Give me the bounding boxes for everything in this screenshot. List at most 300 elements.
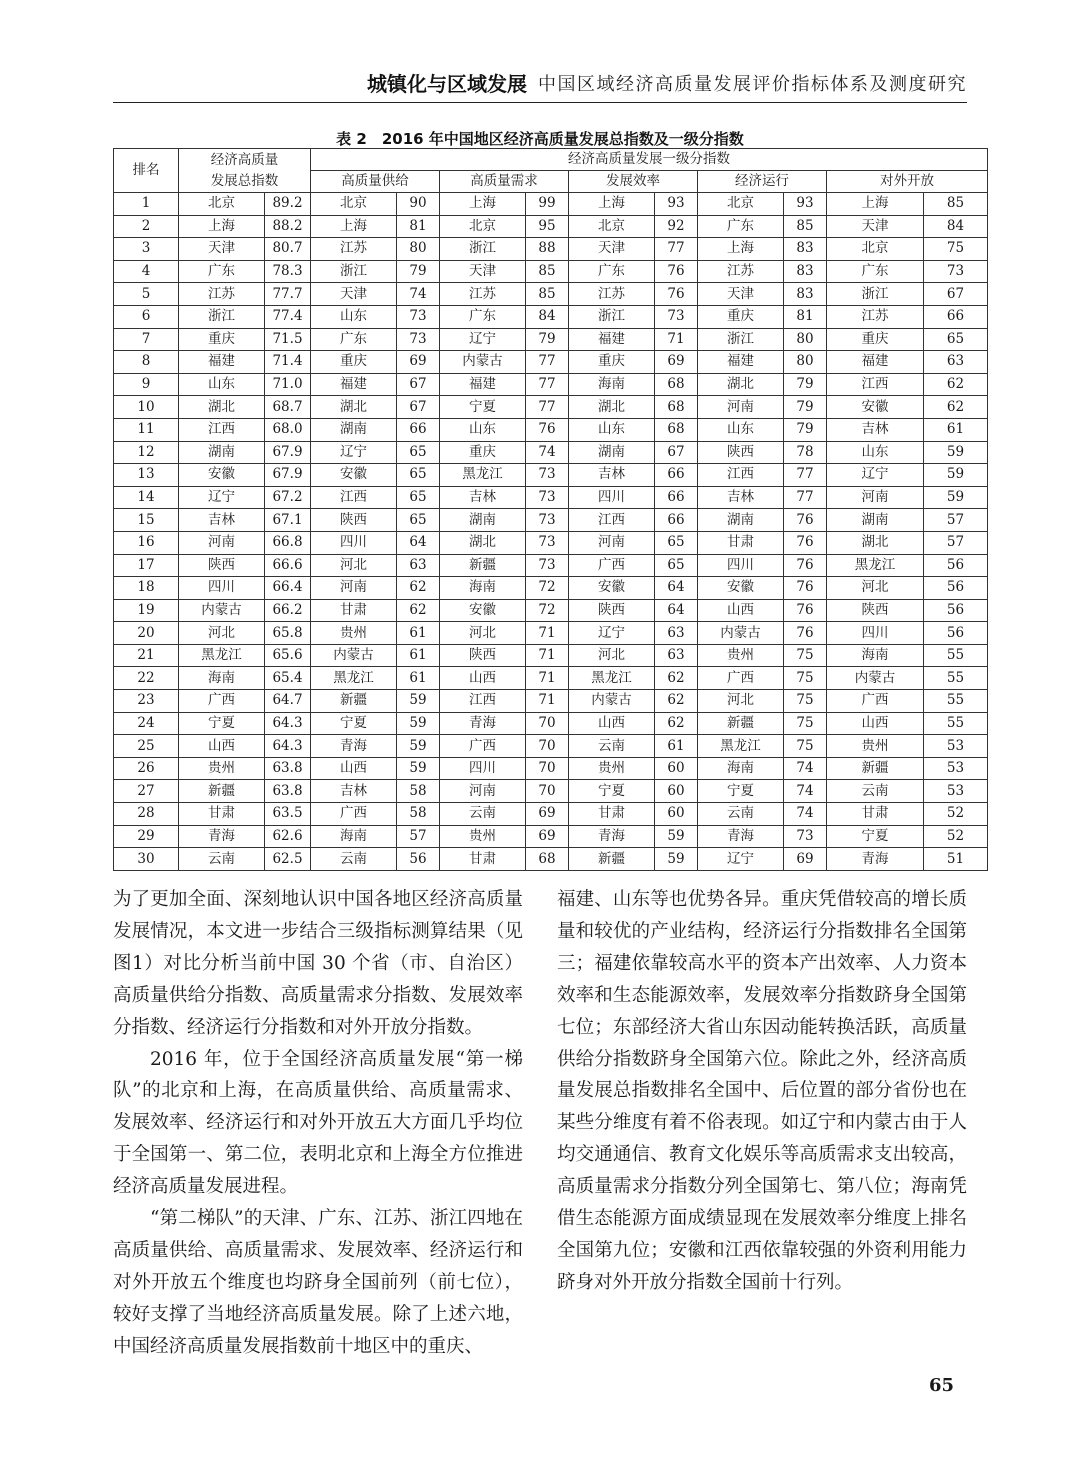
cell-operation-value: 75 [784, 667, 827, 690]
cell-total-value: 65.8 [265, 622, 311, 645]
cell-demand-value: 77 [526, 351, 569, 374]
cell-efficiency-value: 66 [655, 486, 698, 509]
header-rank: 排名 [114, 149, 179, 193]
cell-operation-region: 安徽 [698, 577, 784, 600]
cell-efficiency-value: 92 [655, 215, 698, 238]
cell-supply-value: 63 [397, 554, 440, 577]
cell-supply-region: 四川 [311, 531, 397, 554]
cell-supply-region: 江西 [311, 486, 397, 509]
cell-total-region: 重庆 [179, 328, 265, 351]
cell-efficiency-value: 66 [655, 464, 698, 487]
cell-total-value: 62.6 [265, 825, 311, 848]
cell-total-value: 77.4 [265, 305, 311, 328]
cell-operation-region: 江苏 [698, 260, 784, 283]
cell-rank: 14 [114, 486, 179, 509]
cell-supply-value: 67 [397, 373, 440, 396]
cell-operation-value: 76 [784, 622, 827, 645]
cell-opening-region: 内蒙古 [827, 667, 924, 690]
cell-rank: 10 [114, 396, 179, 419]
cell-demand-value: 88 [526, 238, 569, 261]
cell-operation-value: 75 [784, 735, 827, 758]
cell-demand-value: 72 [526, 599, 569, 622]
cell-efficiency-region: 宁夏 [569, 780, 655, 803]
cell-rank: 5 [114, 283, 179, 306]
cell-efficiency-region: 吉林 [569, 464, 655, 487]
cell-operation-value: 80 [784, 328, 827, 351]
cell-demand-region: 陕西 [440, 644, 526, 667]
table-row [114, 328, 988, 351]
cell-operation-region: 青海 [698, 825, 784, 848]
cell-demand-region: 江西 [440, 690, 526, 713]
cell-efficiency-region: 青海 [569, 825, 655, 848]
cell-efficiency-region: 云南 [569, 735, 655, 758]
cell-operation-value: 75 [784, 712, 827, 735]
cell-opening-value: 67 [924, 283, 988, 306]
cell-supply-region: 内蒙古 [311, 644, 397, 667]
cell-rank: 17 [114, 554, 179, 577]
cell-opening-region: 吉林 [827, 418, 924, 441]
cell-supply-region: 宁夏 [311, 712, 397, 735]
cell-opening-value: 56 [924, 622, 988, 645]
cell-operation-region: 辽宁 [698, 848, 784, 871]
cell-efficiency-value: 93 [655, 193, 698, 216]
page-number: 65 [928, 1375, 954, 1396]
cell-operation-value: 74 [784, 780, 827, 803]
cell-supply-region: 吉林 [311, 780, 397, 803]
cell-opening-region: 山东 [827, 441, 924, 464]
cell-opening-value: 85 [924, 193, 988, 216]
cell-rank: 7 [114, 328, 179, 351]
cell-total-value: 68.0 [265, 418, 311, 441]
cell-efficiency-region: 福建 [569, 328, 655, 351]
cell-operation-region: 天津 [698, 283, 784, 306]
cell-efficiency-value: 59 [655, 825, 698, 848]
cell-supply-value: 69 [397, 351, 440, 374]
cell-opening-region: 福建 [827, 351, 924, 374]
cell-efficiency-region: 安徽 [569, 577, 655, 600]
cell-total-value: 66.6 [265, 554, 311, 577]
cell-operation-region: 江西 [698, 464, 784, 487]
cell-opening-region: 甘肃 [827, 803, 924, 826]
table-row [114, 509, 988, 532]
cell-demand-value: 74 [526, 441, 569, 464]
cell-efficiency-region: 河北 [569, 644, 655, 667]
cell-operation-region: 山东 [698, 418, 784, 441]
cell-demand-region: 山西 [440, 667, 526, 690]
cell-opening-value: 52 [924, 803, 988, 826]
cell-demand-region: 吉林 [440, 486, 526, 509]
table-body [114, 193, 988, 871]
cell-operation-value: 75 [784, 644, 827, 667]
cell-efficiency-value: 76 [655, 283, 698, 306]
cell-opening-region: 天津 [827, 215, 924, 238]
cell-demand-region: 湖南 [440, 509, 526, 532]
cell-rank: 19 [114, 599, 179, 622]
table-row [114, 373, 988, 396]
cell-efficiency-region: 湖南 [569, 441, 655, 464]
cell-supply-region: 海南 [311, 825, 397, 848]
cell-supply-region: 山东 [311, 305, 397, 328]
table-row [114, 260, 988, 283]
cell-demand-region: 浙江 [440, 238, 526, 261]
cell-demand-region: 河北 [440, 622, 526, 645]
cell-operation-region: 河北 [698, 690, 784, 713]
cell-demand-region: 辽宁 [440, 328, 526, 351]
cell-opening-value: 66 [924, 305, 988, 328]
header-total-index [179, 149, 311, 193]
cell-supply-value: 59 [397, 712, 440, 735]
cell-efficiency-region: 甘肃 [569, 803, 655, 826]
cell-demand-value: 99 [526, 193, 569, 216]
table-row [114, 803, 988, 826]
cell-demand-value: 68 [526, 848, 569, 871]
cell-demand-region: 甘肃 [440, 848, 526, 871]
cell-opening-value: 62 [924, 396, 988, 419]
cell-supply-region: 安徽 [311, 464, 397, 487]
cell-supply-region: 江苏 [311, 238, 397, 261]
cell-efficiency-region: 内蒙古 [569, 690, 655, 713]
cell-operation-value: 73 [784, 825, 827, 848]
cell-total-value: 67.9 [265, 441, 311, 464]
cell-operation-region: 吉林 [698, 486, 784, 509]
table-row [114, 667, 988, 690]
cell-efficiency-value: 69 [655, 351, 698, 374]
cell-operation-value: 81 [784, 305, 827, 328]
cell-opening-region: 贵州 [827, 735, 924, 758]
cell-demand-region: 广东 [440, 305, 526, 328]
cell-supply-value: 73 [397, 328, 440, 351]
cell-total-value: 65.6 [265, 644, 311, 667]
table-row [114, 622, 988, 645]
cell-total-region: 江苏 [179, 283, 265, 306]
cell-opening-region: 安徽 [827, 396, 924, 419]
header-subindex-group: 经济高质量发展一级分指数 [311, 149, 988, 171]
cell-opening-value: 59 [924, 441, 988, 464]
header-total-line1: 经济高质量 [210, 151, 279, 168]
header-efficiency: 发展效率 [569, 171, 698, 193]
cell-total-region: 浙江 [179, 305, 265, 328]
header-demand: 高质量需求 [440, 171, 569, 193]
cell-demand-region: 湖北 [440, 531, 526, 554]
cell-supply-region: 黑龙江 [311, 667, 397, 690]
cell-opening-value: 63 [924, 351, 988, 374]
cell-total-region: 辽宁 [179, 486, 265, 509]
cell-demand-value: 70 [526, 712, 569, 735]
cell-total-region: 河北 [179, 622, 265, 645]
cell-operation-value: 83 [784, 238, 827, 261]
cell-efficiency-region: 河南 [569, 531, 655, 554]
cell-opening-value: 84 [924, 215, 988, 238]
cell-demand-value: 73 [526, 554, 569, 577]
cell-operation-region: 山西 [698, 599, 784, 622]
cell-total-value: 67.1 [265, 509, 311, 532]
table-row [114, 215, 988, 238]
body-text-right-column [557, 884, 967, 1299]
cell-efficiency-region: 四川 [569, 486, 655, 509]
cell-operation-region: 贵州 [698, 644, 784, 667]
cell-supply-region: 贵州 [311, 622, 397, 645]
cell-supply-value: 80 [397, 238, 440, 261]
cell-operation-value: 75 [784, 690, 827, 713]
cell-operation-region: 河南 [698, 396, 784, 419]
cell-supply-region: 辽宁 [311, 441, 397, 464]
cell-operation-region: 上海 [698, 238, 784, 261]
cell-efficiency-value: 62 [655, 712, 698, 735]
cell-operation-value: 76 [784, 599, 827, 622]
cell-efficiency-value: 60 [655, 803, 698, 826]
cell-operation-value: 76 [784, 509, 827, 532]
cell-operation-value: 83 [784, 283, 827, 306]
cell-rank: 20 [114, 622, 179, 645]
cell-rank: 11 [114, 418, 179, 441]
cell-supply-value: 73 [397, 305, 440, 328]
cell-operation-region: 四川 [698, 554, 784, 577]
cell-supply-region: 重庆 [311, 351, 397, 374]
cell-total-region: 青海 [179, 825, 265, 848]
cell-operation-region: 重庆 [698, 305, 784, 328]
cell-rank: 24 [114, 712, 179, 735]
cell-operation-value: 76 [784, 554, 827, 577]
cell-operation-region: 甘肃 [698, 531, 784, 554]
cell-total-region: 贵州 [179, 757, 265, 780]
cell-demand-region: 河南 [440, 780, 526, 803]
cell-total-region: 山西 [179, 735, 265, 758]
cell-operation-value: 85 [784, 215, 827, 238]
cell-supply-value: 61 [397, 667, 440, 690]
cell-operation-region: 浙江 [698, 328, 784, 351]
cell-total-region: 湖北 [179, 396, 265, 419]
cell-supply-value: 74 [397, 283, 440, 306]
cell-supply-value: 59 [397, 735, 440, 758]
cell-total-region: 广西 [179, 690, 265, 713]
cell-supply-value: 62 [397, 577, 440, 600]
cell-demand-value: 71 [526, 690, 569, 713]
cell-efficiency-region: 天津 [569, 238, 655, 261]
table-row [114, 193, 988, 216]
cell-efficiency-value: 76 [655, 260, 698, 283]
cell-total-region: 云南 [179, 848, 265, 871]
cell-supply-value: 65 [397, 509, 440, 532]
cell-supply-value: 58 [397, 803, 440, 826]
cell-supply-value: 64 [397, 531, 440, 554]
cell-supply-region: 甘肃 [311, 599, 397, 622]
cell-operation-value: 80 [784, 351, 827, 374]
cell-efficiency-region: 海南 [569, 373, 655, 396]
cell-demand-region: 海南 [440, 577, 526, 600]
cell-rank: 1 [114, 193, 179, 216]
cell-supply-region: 山西 [311, 757, 397, 780]
cell-total-region: 广东 [179, 260, 265, 283]
cell-supply-region: 湖北 [311, 396, 397, 419]
cell-opening-region: 江西 [827, 373, 924, 396]
cell-rank: 23 [114, 690, 179, 713]
header-total-line2: 发展总指数 [210, 172, 279, 189]
cell-efficiency-region: 上海 [569, 193, 655, 216]
cell-total-value: 64.7 [265, 690, 311, 713]
cell-demand-region: 宁夏 [440, 396, 526, 419]
cell-demand-region: 内蒙古 [440, 351, 526, 374]
cell-total-value: 63.8 [265, 757, 311, 780]
cell-demand-value: 85 [526, 260, 569, 283]
table-row [114, 531, 988, 554]
cell-supply-region: 广东 [311, 328, 397, 351]
cell-operation-value: 76 [784, 577, 827, 600]
cell-rank: 13 [114, 464, 179, 487]
cell-rank: 28 [114, 803, 179, 826]
table-row [114, 486, 988, 509]
cell-total-region: 河南 [179, 531, 265, 554]
cell-demand-value: 73 [526, 486, 569, 509]
cell-demand-value: 72 [526, 577, 569, 600]
cell-opening-region: 北京 [827, 238, 924, 261]
cell-supply-value: 59 [397, 690, 440, 713]
cell-total-region: 海南 [179, 667, 265, 690]
cell-opening-value: 55 [924, 644, 988, 667]
cell-total-region: 黑龙江 [179, 644, 265, 667]
cell-rank: 12 [114, 441, 179, 464]
cell-supply-value: 58 [397, 780, 440, 803]
cell-rank: 21 [114, 644, 179, 667]
cell-total-region: 天津 [179, 238, 265, 261]
cell-total-region: 内蒙古 [179, 599, 265, 622]
cell-demand-value: 73 [526, 464, 569, 487]
cell-efficiency-value: 71 [655, 328, 698, 351]
cell-total-value: 88.2 [265, 215, 311, 238]
cell-opening-value: 75 [924, 238, 988, 261]
cell-opening-value: 65 [924, 328, 988, 351]
cell-supply-value: 65 [397, 441, 440, 464]
cell-supply-value: 56 [397, 848, 440, 871]
cell-operation-value: 79 [784, 396, 827, 419]
cell-efficiency-value: 62 [655, 690, 698, 713]
cell-total-value: 80.7 [265, 238, 311, 261]
cell-rank: 30 [114, 848, 179, 871]
cell-supply-value: 57 [397, 825, 440, 848]
cell-efficiency-region: 广东 [569, 260, 655, 283]
cell-supply-region: 北京 [311, 193, 397, 216]
cell-total-value: 64.3 [265, 712, 311, 735]
table-header [114, 149, 988, 193]
cell-total-region: 宁夏 [179, 712, 265, 735]
cell-demand-value: 69 [526, 825, 569, 848]
cell-operation-region: 海南 [698, 757, 784, 780]
cell-total-value: 89.2 [265, 193, 311, 216]
cell-supply-value: 90 [397, 193, 440, 216]
cell-supply-region: 天津 [311, 283, 397, 306]
cell-opening-region: 黑龙江 [827, 554, 924, 577]
cell-opening-value: 57 [924, 531, 988, 554]
cell-demand-region: 广西 [440, 735, 526, 758]
cell-opening-region: 云南 [827, 780, 924, 803]
cell-demand-region: 上海 [440, 193, 526, 216]
cell-total-value: 62.5 [265, 848, 311, 871]
cell-opening-region: 河南 [827, 486, 924, 509]
cell-efficiency-region: 山西 [569, 712, 655, 735]
index-table [113, 148, 988, 871]
cell-rank: 16 [114, 531, 179, 554]
cell-opening-region: 重庆 [827, 328, 924, 351]
cell-operation-value: 77 [784, 486, 827, 509]
cell-supply-region: 云南 [311, 848, 397, 871]
cell-demand-region: 山东 [440, 418, 526, 441]
cell-supply-value: 65 [397, 464, 440, 487]
cell-operation-region: 北京 [698, 193, 784, 216]
cell-supply-value: 65 [397, 486, 440, 509]
cell-efficiency-value: 59 [655, 848, 698, 871]
cell-demand-region: 四川 [440, 757, 526, 780]
table-row [114, 848, 988, 871]
cell-demand-region: 安徽 [440, 599, 526, 622]
cell-total-region: 上海 [179, 215, 265, 238]
cell-efficiency-value: 68 [655, 373, 698, 396]
cell-efficiency-region: 湖北 [569, 396, 655, 419]
cell-operation-value: 74 [784, 803, 827, 826]
cell-supply-region: 上海 [311, 215, 397, 238]
table-row [114, 441, 988, 464]
cell-total-value: 66.4 [265, 577, 311, 600]
cell-opening-value: 56 [924, 577, 988, 600]
cell-opening-region: 海南 [827, 644, 924, 667]
cell-rank: 9 [114, 373, 179, 396]
cell-operation-region: 福建 [698, 351, 784, 374]
cell-efficiency-region: 江西 [569, 509, 655, 532]
cell-total-region: 安徽 [179, 464, 265, 487]
cell-operation-value: 83 [784, 260, 827, 283]
cell-rank: 25 [114, 735, 179, 758]
cell-total-value: 68.7 [265, 396, 311, 419]
cell-efficiency-region: 陕西 [569, 599, 655, 622]
cell-total-value: 71.4 [265, 351, 311, 374]
cell-operation-value: 78 [784, 441, 827, 464]
cell-opening-region: 湖南 [827, 509, 924, 532]
cell-opening-value: 59 [924, 486, 988, 509]
table-row [114, 825, 988, 848]
table-row [114, 780, 988, 803]
cell-demand-value: 70 [526, 780, 569, 803]
cell-efficiency-region: 浙江 [569, 305, 655, 328]
table-row [114, 644, 988, 667]
cell-efficiency-value: 73 [655, 305, 698, 328]
table-caption: 表 2 2016 年中国地区经济高质量发展总指数及一级分指数 [336, 130, 744, 148]
cell-operation-region: 新疆 [698, 712, 784, 735]
cell-opening-value: 51 [924, 848, 988, 871]
cell-opening-region: 辽宁 [827, 464, 924, 487]
table-row [114, 305, 988, 328]
cell-opening-value: 55 [924, 667, 988, 690]
cell-supply-value: 81 [397, 215, 440, 238]
cell-demand-value: 77 [526, 373, 569, 396]
cell-operation-region: 黑龙江 [698, 735, 784, 758]
body-paragraph: 福建、山东等也优势各异。重庆凭借较高的增长质量和较优的产业结构，经济运行分指数排名全国第三；福建依靠较高水平的资本产出效率、人力资本效率和生态能源效率，发展效率分指数跻身全国第七位；东部经济大省山东因动能转换活跃，高质量供给分指数跻身全国第六位。除此之外，经济高质量发展总指数排名全国中、后位置的部分省份也在某些分维度有着不俗表现。如辽宁和内蒙古由于人均交通通信、教育文化娱乐等高质需求支出较高，高质量需求分指数分列全国第七、第八位；海南凭借生态能源方面成绩显现在发展效率分维度上排名全国第九位；安徽和江西依靠较强的外资利用能力跻身对外开放分指数全国前十行列。 [557, 889, 967, 1293]
table-row [114, 396, 988, 419]
cell-efficiency-region: 新疆 [569, 848, 655, 871]
cell-supply-region: 青海 [311, 735, 397, 758]
cell-demand-value: 73 [526, 531, 569, 554]
cell-opening-value: 55 [924, 690, 988, 713]
table-row [114, 351, 988, 374]
cell-operation-region: 内蒙古 [698, 622, 784, 645]
table-row [114, 554, 988, 577]
cell-opening-region: 陕西 [827, 599, 924, 622]
cell-demand-region: 新疆 [440, 554, 526, 577]
cell-supply-region: 河北 [311, 554, 397, 577]
cell-efficiency-value: 77 [655, 238, 698, 261]
cell-rank: 18 [114, 577, 179, 600]
header-operation: 经济运行 [698, 171, 827, 193]
cell-operation-region: 广西 [698, 667, 784, 690]
cell-opening-region: 宁夏 [827, 825, 924, 848]
cell-operation-region: 广东 [698, 215, 784, 238]
